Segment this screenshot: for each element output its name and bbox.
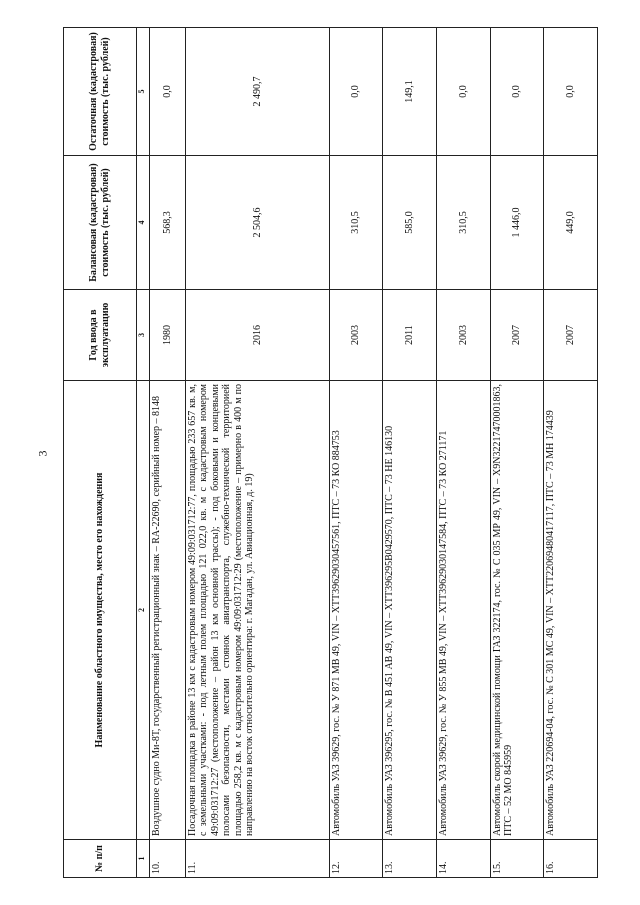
header-number: № п/п	[64, 840, 137, 878]
row-name: Автомобиль УАЗ 396295, гос. № В 451 АВ 49, VIN – ХТТ396295В0429570, ПТС – 73 НЕ 146130	[383, 381, 437, 840]
col-number-5: 5	[136, 28, 149, 156]
row-name: Автомобиль УАЗ 39629, гос. № У 871 МВ 49, VIN – ХТТ39629030457561, ПТС – 73 КО 884753	[329, 381, 383, 840]
header-balance: Балансовая (кадастровая) стоимость (тыс. рублей)	[64, 156, 137, 290]
row-residual: 0,0	[150, 28, 186, 156]
page-number: 3	[35, 450, 50, 457]
row-residual: 2 490,7	[185, 28, 329, 156]
row-year: 2007	[490, 290, 544, 381]
row-balance: 449,0	[544, 156, 598, 290]
table-row	[544, 28, 598, 878]
row-balance: 310,5	[329, 156, 383, 290]
row-year: 2016	[185, 290, 329, 381]
row-year: 2003	[329, 290, 383, 381]
row-year: 1980	[150, 290, 186, 381]
column-numbers-row	[136, 28, 149, 878]
row-balance: 585,0	[383, 156, 437, 290]
row-balance: 568,3	[150, 156, 186, 290]
header-residual: Остаточная (кадастровая) стоимость (тыс. рублей)	[64, 28, 137, 156]
row-name: Посадочная площадка в районе 13 км с кадастровым номером 49:09:031712:77, площадью 233 657 кв. м, с земельными участками: - под летным полем площадью 121 022,0 кв. м с кадастровым номером 49:09:031712:27 (местоположение – район 13 км основной трассы); - под боковыми и концевыми полосами безопасности, местами стоянок авиатранспорта, служебно-технической территорией площадью 258,2 кв. м с кадастровым номером 49:09:031712:29 (местоположение – примерно в 400 м по направлению на восток относительно ориентира: г. Магадан, ул. Авиационная, д. 19)	[185, 381, 329, 840]
col-number-1: 1	[136, 840, 149, 878]
row-name: Воздушное судно Ми-8Т, государственный регистрационный знак – RA-22690, серийный номер – 8148	[150, 381, 186, 840]
row-balance: 1 446,0	[490, 156, 544, 290]
row-number: 12.	[329, 840, 383, 878]
row-residual: 0,0	[437, 28, 491, 156]
row-name: Автомобиль скорой медицинской помощи ГАЗ 322174, гос. № С 035 МР 49, VIN – X9N32217470001863, ПТС – 52 МО 845959	[490, 381, 544, 840]
row-residual: 0,0	[329, 28, 383, 156]
table-header-row	[64, 28, 137, 878]
row-number: 15.	[490, 840, 544, 878]
row-name: Автомобиль УАЗ 220694-04, гос. № С 301 МС 49, VIN – ХТТ22069480417117, ПТС – 73 МН 174439	[544, 381, 598, 840]
row-year: 2011	[383, 290, 437, 381]
table-row	[437, 28, 491, 878]
table-row	[185, 28, 329, 878]
table-row	[329, 28, 383, 878]
col-number-2: 2	[136, 381, 149, 840]
row-number: 13.	[383, 840, 437, 878]
row-number: 10.	[150, 840, 186, 878]
row-residual: 0,0	[490, 28, 544, 156]
col-number-3: 3	[136, 290, 149, 381]
row-balance: 310,5	[437, 156, 491, 290]
row-residual: 149,1	[383, 28, 437, 156]
table-row	[383, 28, 437, 878]
row-number: 14.	[437, 840, 491, 878]
row-name: Автомобиль УАЗ 39629, гос. № У 855 МВ 49, VIN – ХТТ39629030147584, ПТС – 73 КО 271171	[437, 381, 491, 840]
header-name: Наименование областного имущества, место его нахождения	[64, 381, 137, 840]
col-number-4: 4	[136, 156, 149, 290]
row-year: 2003	[437, 290, 491, 381]
row-balance: 2 504,6	[185, 156, 329, 290]
table-row	[150, 28, 186, 878]
row-number: 11.	[185, 840, 329, 878]
row-year: 2007	[544, 290, 598, 381]
row-residual: 0,0	[544, 28, 598, 156]
header-year: Год ввода в эксплуатацию	[64, 290, 137, 381]
table-rotated-container	[63, 28, 598, 878]
table-row	[490, 28, 544, 878]
row-number: 16.	[544, 840, 598, 878]
property-table	[63, 27, 598, 878]
